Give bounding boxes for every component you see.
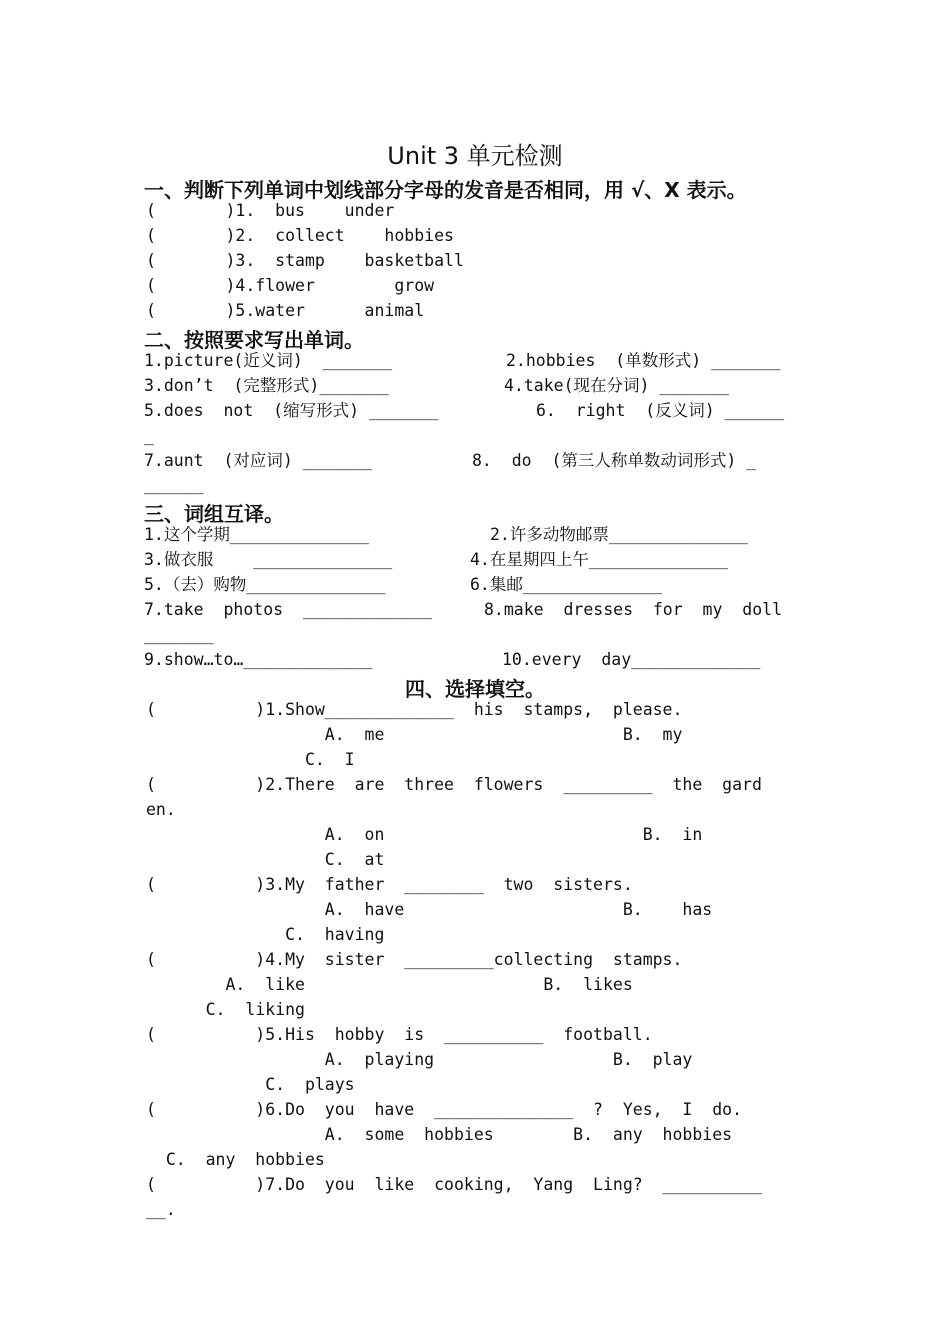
s3-row-5-right: 10.every day_____________ [502, 650, 761, 669]
s3-row-5-left: 9.show…to…_____________ [144, 650, 373, 669]
s3-row-1-right: 2.许多动物邮票______________ [490, 525, 748, 544]
s3-row-4-wrap: _______ [144, 625, 214, 644]
s3-row-4-right: 8.make dresses for my doll [484, 600, 783, 619]
item-text: 5.water animal [235, 301, 425, 320]
s2-row-2-left: 3.don’t (完整形式)_______ [144, 376, 389, 395]
s4-line: ( )6.Do you have ______________ ? Yes, I do. [146, 1100, 743, 1119]
item-text: 1. bus under [235, 201, 395, 220]
s2-row-4-wrap: ______ [144, 475, 204, 494]
s4-line: ( )2.There are three flowers _________ the gard [146, 775, 762, 794]
s2-row-4-left: 7.aunt (对应词) _______ [144, 451, 373, 470]
answer-paren: ( ) [146, 226, 236, 245]
s4-line: C. any hobbies [146, 1150, 325, 1169]
answer-paren: ( ) [146, 251, 236, 270]
section2-heading: 二、按照要求写出单词。 [144, 328, 364, 352]
s3-row-4-left: 7.take photos _____________ [144, 600, 433, 619]
s4-line: ( )3.My father ________ two sisters. [146, 875, 633, 894]
s1-item-1 [146, 200, 394, 222]
s3-row-2-right: 4.在星期四上午______________ [470, 550, 728, 569]
s4-line: ( )4.My sister _________collecting stamps. [146, 950, 683, 969]
s4-line: C. plays [146, 1075, 355, 1094]
section1-heading: 一、判断下列单词中划线部分字母的发音是否相同，用 √、X 表示。 [144, 178, 747, 202]
s4-line: C. liking [146, 1000, 305, 1019]
s4-line: A. me B. my [146, 725, 683, 744]
s4-line: ( )5.His hobby is __________ football. [146, 1025, 653, 1044]
s4-line: C. having [146, 925, 385, 944]
answer-paren: ( ) [146, 201, 236, 220]
answer-paren: ( ) [146, 276, 236, 295]
answer-paren: ( ) [146, 301, 236, 320]
s2-row-3-left: 5.does not (缩写形式) _______ [144, 401, 439, 420]
s4-line: __. [146, 1200, 176, 1219]
s4-line: A. on B. in [146, 825, 703, 844]
s3-row-1-left: 1.这个学期______________ [144, 525, 369, 544]
s4-line: A. like B. likes [146, 975, 633, 994]
s2-row-4-right: 8. do (第三人称单数动词形式) _ [472, 451, 757, 470]
item-text: 4.flower grow [235, 276, 435, 295]
s1-item-5 [146, 300, 424, 322]
s4-line: A. have B. has [146, 900, 713, 919]
page-title: Unit 3 单元检测 [387, 142, 563, 170]
s3-row-3-left: 5.（去）购物______________ [144, 575, 386, 594]
s2-row-1-right: 2.hobbies (单数形式) _______ [506, 351, 781, 370]
s2-row-2-right: 4.take(现在分词) _______ [504, 376, 729, 395]
s3-row-3-right: 6.集邮______________ [470, 575, 662, 594]
s2-row-3-wrap: _ [144, 426, 154, 445]
item-text: 3. stamp basketball [235, 251, 464, 270]
s4-line: ( )1.Show_____________ his stamps, please. [146, 700, 683, 719]
s4-line: C. I [146, 750, 355, 769]
item-text: 2. collect hobbies [235, 226, 454, 245]
section4-heading: 四、选择填空。 [405, 677, 545, 701]
s2-row-1-left: 1.picture(近义词) _______ [144, 351, 393, 370]
s4-line: A. playing B. play [146, 1050, 693, 1069]
s1-item-4 [146, 275, 434, 297]
s3-row-2-left: 3.做衣服 ______________ [144, 550, 393, 569]
s4-line: en. [146, 800, 176, 819]
section3-heading: 三、词组互译。 [144, 502, 284, 526]
s4-line: A. some hobbies B. any hobbies [146, 1125, 733, 1144]
s2-row-3-right: 6. right (反义词) ______ [536, 401, 785, 420]
s4-line: C. at [146, 850, 385, 869]
s1-item-3 [146, 250, 464, 272]
s1-item-2 [146, 225, 454, 247]
s4-line: ( )7.Do you like cooking, Yang Ling? __________ [146, 1175, 762, 1194]
